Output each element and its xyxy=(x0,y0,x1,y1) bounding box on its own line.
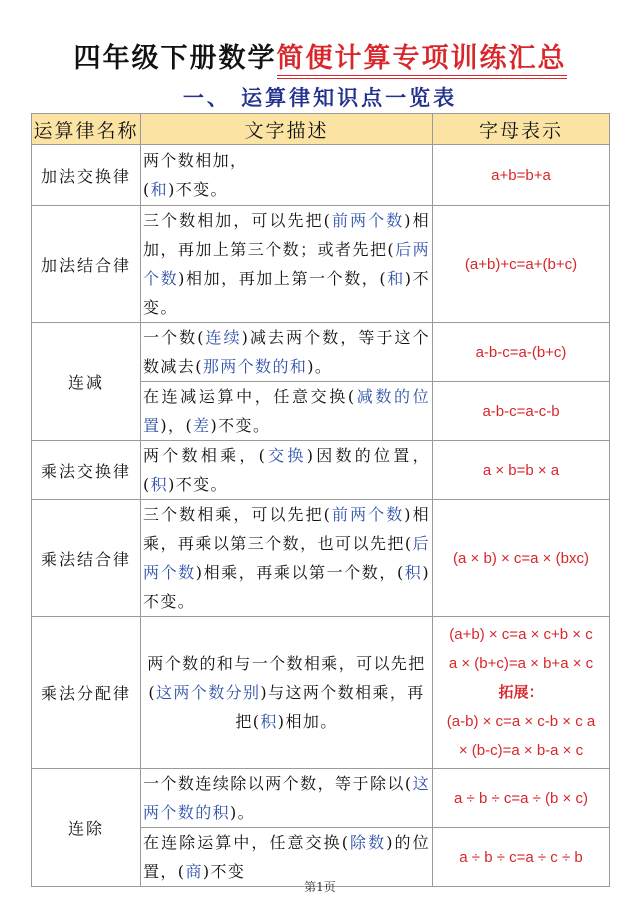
law-name: 乘法结合律 xyxy=(32,500,141,617)
description-text: )不变。 xyxy=(143,563,431,611)
formula-line: a ÷ b ÷ c=a ÷ (b × c) xyxy=(454,789,588,807)
law-name: 连减 xyxy=(32,323,141,441)
title-red: 简便计算专项训练汇总 xyxy=(277,43,567,79)
page-number: 第1页 xyxy=(304,880,336,894)
formula-line: (a+b)+c=a+(b+c) xyxy=(464,255,578,273)
keyword-highlight: 连续 xyxy=(204,328,242,347)
header-description: 文字描述 xyxy=(141,114,433,145)
description-text: )。 xyxy=(307,357,333,376)
keyword-highlight: 前两个数 xyxy=(331,505,405,524)
description-text: )减去两个数，等于这个数减去( xyxy=(143,328,430,376)
keyword-highlight: 后两个数 xyxy=(143,240,430,288)
description-text: 一个数( xyxy=(143,328,205,347)
description-text: )相乘，再乘以第三个数，也可以先把( xyxy=(143,505,430,553)
description-text: )不变。 xyxy=(168,180,228,199)
keyword-highlight: 和 xyxy=(150,180,169,199)
law-name: 加法交换律 xyxy=(32,145,141,206)
law-description xyxy=(141,145,433,206)
description-text: 一个数连续除以两个数，等于除以( xyxy=(143,774,413,793)
description-text: )不变 xyxy=(202,862,246,881)
law-description xyxy=(141,323,433,382)
law-formula xyxy=(433,769,610,828)
law-formula xyxy=(433,382,610,441)
description-text: )相加，再加上第一个数，( xyxy=(178,269,388,288)
law-name: 乘法分配律 xyxy=(32,617,141,769)
keyword-highlight: 差 xyxy=(193,416,211,435)
law-description xyxy=(141,617,433,769)
description-text: 两个数相加， xyxy=(143,151,248,170)
formula-line: a × b=b × a xyxy=(482,461,560,479)
formula-line: a ÷ b ÷ c=a ÷ c ÷ b xyxy=(459,848,583,866)
formula-line: a × (b+c)=a × b+a × c xyxy=(448,655,594,672)
header-name: 运算律名称 xyxy=(32,114,141,145)
table-row xyxy=(32,617,610,769)
keyword-highlight: 商 xyxy=(185,862,203,881)
formula-line: × (b-c)=a × b-a × c xyxy=(458,742,584,759)
description-text: 在连减运算中，任意交换( xyxy=(143,387,356,406)
law-formula xyxy=(433,206,610,323)
formula-line: 拓展： xyxy=(498,683,544,701)
keyword-highlight: 积 xyxy=(150,475,169,494)
keyword-highlight: 积 xyxy=(404,563,423,582)
title-black: 四年级下册数学 xyxy=(73,43,277,74)
description-text: )相加，再加上第三个数；或者先把( xyxy=(143,211,430,259)
formula-line: (a × b) × c=a × (bxc) xyxy=(453,549,589,567)
keyword-highlight: 减数的位置 xyxy=(143,387,430,435)
law-name: 乘法交换律 xyxy=(32,441,141,500)
law-description xyxy=(141,206,433,323)
description-text: )相乘，再乘以第一个数，( xyxy=(195,563,405,582)
law-name: 连除 xyxy=(32,769,141,887)
description-text: 两个数的和与一个数相乘，可以先把( xyxy=(147,654,426,702)
formula-line: a-b-c=a-(b+c) xyxy=(475,343,567,361)
table-row xyxy=(32,206,610,323)
section-heading: 一、 运算律知识点一览表 xyxy=(182,85,458,110)
description-text: ( xyxy=(143,180,151,199)
keyword-highlight: 这两个数的积 xyxy=(143,774,430,822)
keyword-highlight: 除数 xyxy=(349,833,387,852)
law-formula xyxy=(433,145,610,206)
law-formula xyxy=(433,500,610,617)
keyword-highlight: 前两个数 xyxy=(331,211,405,230)
description-text: )，( xyxy=(160,416,194,435)
formula-line: a+b=b+a xyxy=(491,166,551,184)
description-text: 两个数相乘，( xyxy=(143,446,267,465)
description-text: )的位置，( xyxy=(143,833,430,881)
table-row xyxy=(32,441,610,500)
description-text: 三个数相加，可以先把( xyxy=(143,211,332,230)
description-text: )因数的位置，( xyxy=(143,446,430,494)
description-text: )不变。 xyxy=(210,416,271,435)
law-name: 加法结合律 xyxy=(32,206,141,323)
law-formula xyxy=(433,323,610,382)
law-description xyxy=(141,500,433,617)
description-text: 三个数相乘，可以先把( xyxy=(143,505,332,524)
keyword-highlight: 积 xyxy=(260,712,278,731)
description-text: )相加。 xyxy=(277,712,338,731)
page-title xyxy=(0,36,640,75)
formula-line: a-b-c=a-c-b xyxy=(482,402,560,420)
table-row xyxy=(32,769,610,828)
keyword-highlight: 交换 xyxy=(266,446,307,465)
description-text: )不变。 xyxy=(168,475,228,494)
description-text: 在连除运算中，任意交换( xyxy=(143,833,350,852)
table-header xyxy=(32,114,610,145)
table-row xyxy=(32,145,610,206)
keyword-highlight: 后两个数 xyxy=(143,534,430,582)
keyword-highlight: 那两个数的和 xyxy=(202,357,308,376)
description-text: )。 xyxy=(230,803,256,822)
description-text: )与这两个数相乘，再把( xyxy=(235,683,425,731)
formula-line: (a+b) × c=a × c+b × c xyxy=(449,626,593,643)
laws-table xyxy=(31,113,610,887)
law-description xyxy=(141,769,433,828)
law-description xyxy=(141,441,433,500)
description-text: )不变。 xyxy=(143,269,431,317)
keyword-highlight: 和 xyxy=(387,269,405,288)
header-formula: 字母表示 xyxy=(433,114,610,145)
formula-line: (a-b) × c=a × c-b × c a xyxy=(446,713,596,730)
table-row xyxy=(32,323,610,382)
table-row xyxy=(32,500,610,617)
keyword-highlight: 这两个数分别 xyxy=(156,683,261,702)
law-description xyxy=(141,382,433,441)
law-formula xyxy=(433,617,610,769)
law-formula xyxy=(433,441,610,500)
